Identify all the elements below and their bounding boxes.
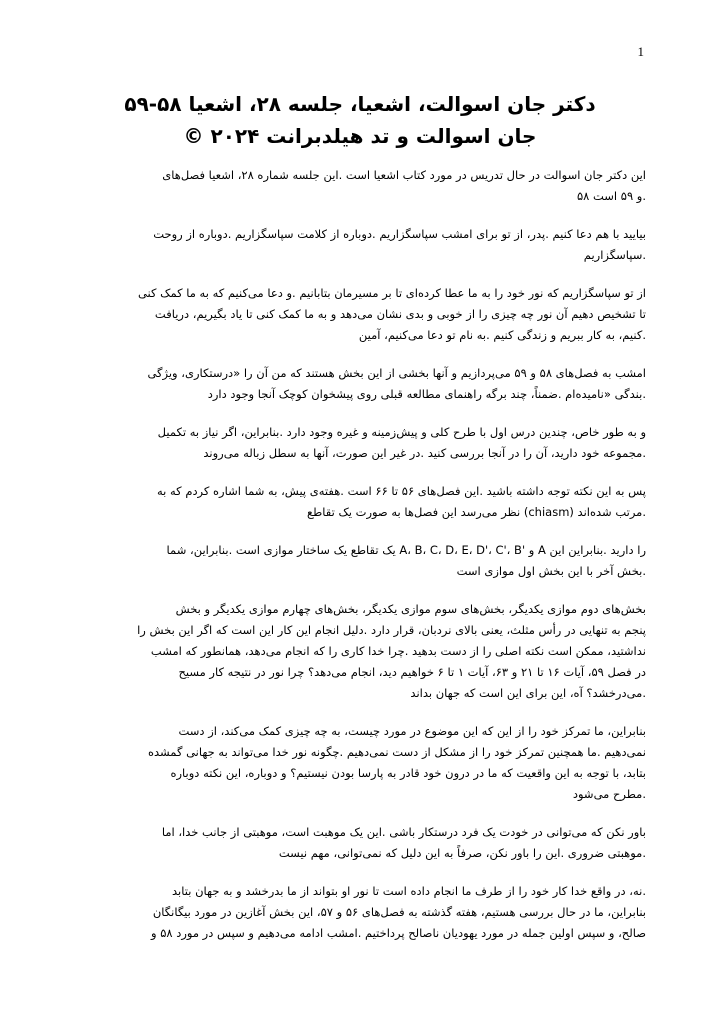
paragraph-line: صالح، و سپس اولین جمله در مورد یهودیان ناصالح پرداختیم .امشب ادامه می‌دهیم و سپس در مورد ۵۸ و [150,926,646,940]
page-number: 1 [637,44,644,59]
title-line-2: جان اسوالت و تد هیلدبرانت ۲۰۲۴ © [183,124,537,148]
paragraph-line: پس به این نکته توجه داشته باشید .این فصل‌های ۵۶ تا ۶۶ است .هفته‌ی پیش، به شما اشاره کردم که به [157,484,646,498]
paragraph [96,721,646,805]
paragraph-line: در فصل ۵۹، آیات ۱۶ تا ۲۱ و ۶۳، آیات ۱ تا ۶ خواهیم دید، انجام می‌دهد؟ چرا نور در نتیجه کار مسیح [178,665,646,679]
paragraph-line: را دارید .بنابراین این A و 'A، B، C، D، E، D'، C'، B یک تقاطع یک ساختار موازی است .بنابراین، شما [166,543,646,557]
paragraph [96,422,646,464]
paragraph-line: بخش‌های دوم موازی یکدیگر، بخش‌های سوم موازی یکدیگر، بخش‌های چهارم موازی یکدیگر و بخش [175,602,646,616]
paragraph-line: این دکتر جان اسوالت در حال تدریس در مورد کتاب اشعیا است .این جلسه شماره ۲۸، اشعیا فصل‌های [162,168,646,182]
document-title [80,88,640,152]
paragraph-line: .نه، در واقع خدا کار خود را از طرف ما انجام داده است تا نور او بتواند از ما بدرخشد و به جهان بتابد [172,884,646,898]
paragraph-line: .مطرح می‌شود [572,787,646,801]
paragraph [96,822,646,864]
paragraph-line: .بخش آخر با این بخش اول موازی است [456,564,646,578]
paragraph [96,599,646,704]
paragraph-line: .و ۵۹ است ۵۸ [576,189,646,203]
paragraph [96,481,646,523]
paragraph-line: .بندگی «نامیده‌ام .ضمناً، چند برگه راهنمای مطالعه قبلی روی پیشخوان کوچک آنجا وجود دارد [207,387,646,401]
paragraph-line: بنابراین، ما تمرکز خود را از این که این موضوع در مورد چیست، به چه چیزی کمک می‌کند، از دست [178,724,646,738]
paragraph-line: بتابد، با توجه به این واقعیت که ما در درون خود قادر به پارسا بودن نیستیم؟ و دوباره، این نکته دوباره [170,766,646,780]
paragraph [96,881,646,944]
paragraph-line: امشب به فصل‌های ۵۸ و ۵۹ می‌پردازیم و آنها بخشی از این بخش هستند که من آن را «درستکاری، ویژگی [147,366,646,380]
paragraph-line: تا تشخیص دهیم آن نور چه چیزی را از خوبی و بدی نشان می‌دهد و به ما کمک کنی تا یاد بگیریم، دریافت [154,307,646,321]
paragraph-line: .می‌درخشد؟ آه، این برای این است که جهان بداند [410,686,646,700]
paragraph [96,363,646,405]
paragraph-line: .مرتب شده‌اند (chiasm) نظر می‌رسد این فصل‌ها به صورت یک تقاطع [307,505,646,519]
paragraph-line: .مجموعه خود دارید، آن را در آنجا بررسی کنید .در غیر این صورت، آنها به سطل زباله می‌روند [203,446,646,460]
paragraph-line: بیایید با هم دعا کنیم .پدر، از تو برای امشب سپاسگزاریم .دوباره از کلامت سپاسگزاریم .دوباره از روحت [153,227,646,241]
paragraph [96,540,646,582]
paragraph-line: و به طور خاص، چندین درس اول با طرح کلی و پیش‌زمینه و غیره وجود دارد .بنابراین، اگر نیاز به تکمیل [157,425,646,439]
paragraph-line: نداشتید، ممکن است نکته اصلی را از دست بدهید .چرا خدا کاری را که انجام می‌دهد، همانطور که امشب [150,644,646,658]
paragraph-line: باور نکن که می‌توانی در خودت یک فرد درستکار باشی .این یک موهبت است، موهبتی از جانب خدا، اما [161,825,646,839]
paragraph-line: .کنیم، به کار ببریم و زندگی کنیم .به نام تو دعا می‌کنیم، آمین [358,328,646,342]
paragraph-line: .موهبتی ضروری .این را باور نکن، صرفاً به این دلیل که نمی‌توانی، مهم نیست [278,846,646,860]
paragraph [96,165,646,207]
paragraph [96,224,646,266]
paragraph [96,283,646,346]
title-line-1: دکتر جان اسوالت، اشعیا، جلسه ۲۸، اشعیا ۵۸-۵۹ [124,92,596,116]
paragraph-line: از تو سپاسگزاریم که نور خود را به ما عطا کرده‌ای تا بر مسیرمان بتابانیم .و دعا می‌کنیم که به ما کمک کنی [137,286,646,300]
paragraph-line: پنجم به تنهایی در رأس مثلث، یعنی بالای نردبان، قرار دارد .دلیل انجام این کار این است که اگر این بخش را [137,623,646,637]
paragraph-line: نمی‌دهیم .ما همچنین تمرکز خود را از مشکل از دست نمی‌دهیم .چگونه نور خدا می‌تواند به جهانی گمشده [147,745,646,759]
paragraph-line: بنابراین، ما در حال بررسی هستیم، هفته گذشته به فصل‌های ۵۶ و ۵۷، این بخش آغازین در مورد بیگانگان [152,905,646,919]
paragraph-line: .سپاسگزاریم [583,248,646,262]
document-body [96,165,646,961]
